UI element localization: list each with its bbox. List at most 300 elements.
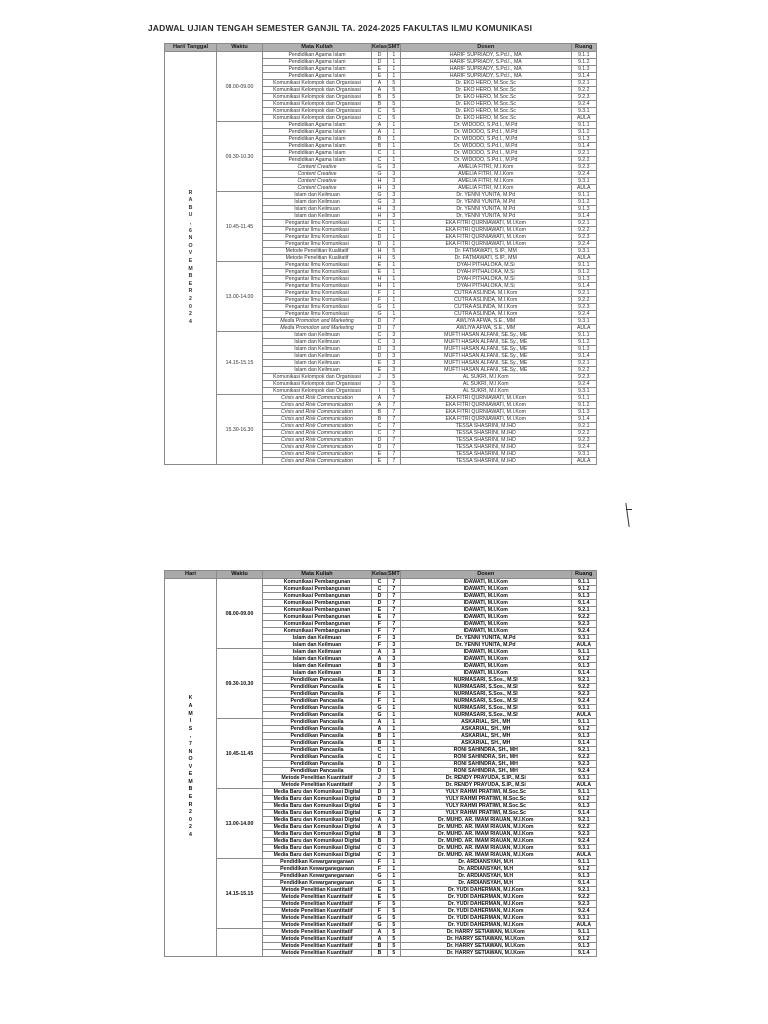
lecturer-cell: Dr. MUHD. AR. IMAM RIAUAN, M.I.Kom [400,824,571,831]
lecturer-cell: IDAWATI, M.I.Kom [400,579,571,586]
room-cell: 9.3.1 [571,108,596,115]
smt-cell: 3 [387,199,400,206]
kelas-cell: F [372,691,388,698]
room-cell: 9.1.3 [571,663,596,670]
smt-cell: 1 [387,227,400,234]
kelas-cell: D [372,761,388,768]
lecturer-cell: NURMASARI, S.Sos., M.SI [400,684,571,691]
course-cell: Pengantar Ilmu Komunikasi [263,241,372,248]
lecturer-cell: Dr. YENNI YUNITA, M.Pd [400,213,571,220]
kelas-cell: C [372,845,388,852]
course-cell: Islam dan Keilmuan [263,339,372,346]
course-cell: Komunikasi Kelompok dan Organisasi [263,388,372,395]
course-cell: Pengantar Ilmu Komunikasi [263,304,372,311]
lecturer-cell: AL SUKRI, M.I.Kom [400,374,571,381]
room-cell: 9.1.4 [571,810,596,817]
lecturer-cell: NURMASARI, S.Sos., M.SI [400,705,571,712]
kelas-cell: G [372,171,388,178]
room-cell: 9.2.3 [571,901,596,908]
lecturer-cell: Dr. MUHD. AR. IMAM RIAUAN, M.I.Kom [400,831,571,838]
table-row [165,52,597,59]
smt-cell: 1 [387,220,400,227]
lecturer-cell: TESSA SHASRINI, M.IHD [400,430,571,437]
smt-cell: 7 [387,395,400,402]
lecturer-cell: Dr. ARDIANSYAH, M.H [400,880,571,887]
kelas-cell: E [372,66,388,73]
course-cell: Islam dan Keilmuan [263,199,372,206]
lecturer-cell: MUFTI HASAN ALFANI, SE.Sy., ME [400,332,571,339]
room-cell: 9.2.3 [571,304,596,311]
room-cell: 9.1.3 [571,346,596,353]
kelas-cell: I [372,388,388,395]
kelas-cell: A [372,817,388,824]
table-row [165,579,597,586]
header-lecturer: Dosen [400,44,571,52]
course-cell: Islam dan Keilmuan [263,206,372,213]
smt-cell: 3 [387,178,400,185]
kelas-cell: F [372,866,388,873]
room-cell: 9.1.1 [571,332,596,339]
room-cell: 9.1.2 [571,936,596,943]
smt-cell: 1 [387,880,400,887]
table-row [165,929,597,936]
smt-cell: 7 [387,593,400,600]
course-cell: Metode Penelitian Kuantitatif [263,782,372,789]
room-cell: 9.1.3 [571,943,596,950]
course-cell: Pendidikan Kewarganegaraan [263,873,372,880]
lecturer-cell: AMELIA FITRI, M.I.Kom [400,185,571,192]
lecturer-cell: Dr. YUDI DAHERMAN, M.I.Kom [400,894,571,901]
course-cell: Komunikasi Kelompok dan Organisasi [263,108,372,115]
smt-cell: 1 [387,684,400,691]
lecturer-cell: TESSA SHASRINI, M.IHD [400,458,571,465]
kelas-cell: B [372,950,388,957]
lecturer-cell: NURMASARI, S.Sos., M.SI [400,698,571,705]
lecturer-cell: Dr. MUHD. AR. IMAM RIAUAN, M.I.Kom [400,845,571,852]
smt-cell: 1 [387,859,400,866]
course-cell: Pendidikan Agama Islam [263,73,372,80]
room-cell: 9.1.1 [571,192,596,199]
room-cell: 9.3.1 [571,705,596,712]
kelas-cell: G [372,705,388,712]
kelas-cell: E [372,894,388,901]
smt-cell: 1 [387,269,400,276]
kelas-cell: G [372,304,388,311]
room-cell: 9.3.1 [571,845,596,852]
smt-cell: 5 [387,936,400,943]
course-cell: Metode Penelitian Kualitatif [263,255,372,262]
course-cell: Crisis and Risk Communication [263,430,372,437]
course-cell: Islam dan Keilmuan [263,360,372,367]
room-cell: 9.1.1 [571,789,596,796]
smt-cell: 5 [387,782,400,789]
kelas-cell: C [372,430,388,437]
lecturer-cell: DYAH PITHALOKA, M.Si [400,283,571,290]
kelas-cell: E [372,810,388,817]
smt-cell: 3 [387,789,400,796]
lecturer-cell: Dr. EKO HERO, M.Soc.Sc [400,108,571,115]
kelas-cell: J [372,381,388,388]
room-cell: 9.1.3 [571,66,596,73]
lecturer-cell: Dr. HARRY SETIAWAN, M.I.Kom [400,950,571,957]
kelas-cell: H [372,283,388,290]
lecturer-cell: TESSA SHASRINI, M.IHD [400,423,571,430]
course-cell: Crisis and Risk Communication [263,423,372,430]
table-header-row [165,571,597,579]
course-cell: Komunikasi Pembangunan [263,593,372,600]
room-cell: 9.3.1 [571,635,596,642]
room-cell: 9.2.1 [571,887,596,894]
kelas-cell: C [372,150,388,157]
room-cell: 9.2.2 [571,87,596,94]
kelas-cell: B [372,943,388,950]
kelas-cell: C [372,157,388,164]
kelas-cell: B [372,143,388,150]
kelas-cell: H [372,178,388,185]
room-cell: AULA [571,642,596,649]
course-cell: Islam dan Keilmuan [263,663,372,670]
course-cell: Komunikasi Pembangunan [263,607,372,614]
smt-cell: 7 [387,614,400,621]
kelas-cell: D [372,325,388,332]
time-slot-cell: 13.00-14.00 [217,789,263,859]
lecturer-cell: Dr. EKO HERO, M.Soc.Sc [400,80,571,87]
smt-cell: 1 [387,122,400,129]
kelas-cell: H [372,255,388,262]
lecturer-cell: YULY RAHMI PRATIWI, M.Soc.Sc [400,789,571,796]
smt-cell: 3 [387,171,400,178]
smt-cell: 7 [387,402,400,409]
table-row [165,789,597,796]
kelas-cell: A [372,87,388,94]
kelas-cell: F [372,642,388,649]
room-cell: 9.2.4 [571,908,596,915]
course-cell: Komunikasi Pembangunan [263,586,372,593]
smt-cell: 3 [387,642,400,649]
kelas-cell: D [372,789,388,796]
kelas-cell: D [372,768,388,775]
kelas-cell: A [372,649,388,656]
room-cell: 9.3.1 [571,178,596,185]
lecturer-cell: DYAH PITHALOKA, M.Si [400,269,571,276]
smt-cell: 1 [387,129,400,136]
course-cell: Pendidikan Pancasila [263,761,372,768]
table-row [165,332,597,339]
room-cell: 9.2.3 [571,437,596,444]
room-cell: AULA [571,185,596,192]
smt-cell: 5 [387,255,400,262]
course-cell: Pendidikan Pancasila [263,684,372,691]
kelas-cell: C [372,754,388,761]
lecturer-cell: EKA FITRI QURNIAWATI, M.I.Kom [400,395,571,402]
course-cell: Islam dan Keilmuan [263,192,372,199]
course-cell: Pendidikan Pancasila [263,726,372,733]
course-cell: Komunikasi Kelompok dan Organisasi [263,381,372,388]
room-cell: 9.2.4 [571,768,596,775]
room-cell: 9.1.4 [571,353,596,360]
lecturer-cell: MUFTI HASAN ALFANI, SE.Sy., ME [400,346,571,353]
smt-cell: 7 [387,416,400,423]
smt-cell: 3 [387,670,400,677]
lecturer-cell: IDAWATI, M.I.Kom [400,649,571,656]
course-cell: Metode Penelitian Kuantitatif [263,908,372,915]
course-cell: Content Creative [263,185,372,192]
kelas-cell: E [372,458,388,465]
kelas-cell: J [372,782,388,789]
lecturer-cell: Dr. MUHD. AR. IMAM RIAUAN, M.I.Kom [400,817,571,824]
room-cell: 9.2.4 [571,838,596,845]
room-cell: 9.2.1 [571,150,596,157]
lecturer-cell: AL SUKRI, M.I.Kom [400,388,571,395]
smt-cell: 1 [387,754,400,761]
course-cell: Pengantar Ilmu Komunikasi [263,262,372,269]
course-cell: Pengantar Ilmu Komunikasi [263,234,372,241]
course-cell: Komunikasi Pembangunan [263,621,372,628]
kelas-cell: D [372,346,388,353]
lecturer-cell: IDAWATI, M.I.Kom [400,663,571,670]
smt-cell: 3 [387,185,400,192]
kelas-cell: A [372,122,388,129]
day-date-cell [165,52,217,465]
smt-cell: 1 [387,283,400,290]
lecturer-cell: Dr. EKO HERO, M.Soc.Sc [400,115,571,122]
lecturer-cell: Dr. YENNI YUNITA, M.Pd [400,199,571,206]
room-cell: 9.1.4 [571,670,596,677]
document-title: JADWAL UJIAN TENGAH SEMESTER GANJIL TA. 2024-2025 FAKULTAS ILMU KOMUNIKASI [147,23,533,33]
smt-cell: 7 [387,458,400,465]
lecturer-cell: Dr. EKO HERO, M.Soc.Sc [400,94,571,101]
kelas-cell: A [372,395,388,402]
room-cell: 9.1.2 [571,796,596,803]
lecturer-cell: YULY RAHMI PRATIWI, M.Soc.Sc [400,796,571,803]
smt-cell: 1 [387,726,400,733]
kelas-cell: F [372,628,388,635]
kelas-cell: J [372,775,388,782]
table-row [165,859,597,866]
smt-cell: 5 [387,94,400,101]
header-course: Mata Kuliah [263,571,372,579]
kelas-cell: C [372,339,388,346]
kelas-cell: A [372,402,388,409]
smt-cell: 1 [387,705,400,712]
kelas-cell: D [372,234,388,241]
room-cell: 9.1.2 [571,402,596,409]
header-smt: SMT [387,571,400,577]
lecturer-cell: Dr. YENNI YUNITA, M.Pd [400,635,571,642]
lecturer-cell: EKA FITRI QURNIAWATI, M.I.Kom [400,409,571,416]
room-cell: 9.2.2 [571,367,596,374]
room-cell: 9.2.3 [571,831,596,838]
course-cell: Pendidikan Pancasila [263,677,372,684]
course-cell: Pendidikan Agama Islam [263,59,372,66]
course-cell: Pendidikan Kewarganegaraan [263,866,372,873]
lecturer-cell: EKA FITRI QURNIAWATI, M.I.Kom [400,402,571,409]
course-cell: Komunikasi Pembangunan [263,579,372,586]
table-row [165,122,597,129]
kelas-cell: C [372,332,388,339]
room-cell: 9.1.1 [571,929,596,936]
smt-cell: 7 [387,607,400,614]
lecturer-cell: TESSA SHASRINI, M.IHD [400,444,571,451]
smt-cell: 1 [387,136,400,143]
kelas-cell: E [372,73,388,80]
course-cell: Metode Penelitian Kuantitatif [263,887,372,894]
lecturer-cell: RONI SAHINDRA, SH., MH [400,768,571,775]
kelas-cell: C [372,852,388,859]
time-slot-cell: 10.45-11.45 [217,719,263,789]
room-cell: 9.2.1 [571,423,596,430]
course-cell: Islam dan Keilmuan [263,213,372,220]
smt-cell: 5 [387,80,400,87]
room-cell: AULA [571,255,596,262]
course-cell: Islam dan Keilmuan [263,367,372,374]
header-course: Mata Kuliah [263,44,372,52]
kelas-cell: G [372,915,388,922]
kelas-cell: D [372,318,388,325]
kelas-cell: F [372,621,388,628]
lecturer-cell: HARIF SUPRIADY, S.Pd.I., MA [400,59,571,66]
exam-schedule-table-rabu [164,43,597,465]
room-cell: 9.1.2 [571,199,596,206]
kelas-cell: G [372,199,388,206]
smt-cell: 5 [387,943,400,950]
time-slot-cell: 08.00-09.00 [217,52,263,122]
course-cell: Pendidikan Agama Islam [263,129,372,136]
course-cell: Media Baru dan Komunikasi Digital [263,810,372,817]
kelas-cell: A [372,936,388,943]
room-cell: 9.1.4 [571,880,596,887]
smt-cell: 3 [387,852,400,859]
lecturer-cell: YULY RAHMI PRATIWI, M.Soc.Sc [400,810,571,817]
day-date-cell [165,579,217,957]
smt-cell: 1 [387,276,400,283]
smt-cell: 3 [387,213,400,220]
lecturer-cell: Dr. YUDI DAHERMAN, M.I.Kom [400,922,571,929]
day-date-label: K A M I S , 7 N O V E M B E R 2 0 2 4 [188,695,193,839]
lecturer-cell: IDAWATI, M.I.Kom [400,607,571,614]
lecturer-cell: IDAWATI, M.I.Kom [400,628,571,635]
table-header-row [165,44,597,52]
kelas-cell: G [372,880,388,887]
smt-cell: 1 [387,768,400,775]
smt-cell: 3 [387,192,400,199]
kelas-cell: A [372,726,388,733]
room-cell: 9.2.1 [571,677,596,684]
course-cell: Islam dan Keilmuan [263,332,372,339]
smt-cell: 1 [387,712,400,719]
lecturer-cell: Dr. MUHD. AR. IMAM RIAUAN, M.I.Kom [400,852,571,859]
smt-cell: 3 [387,803,400,810]
smt-cell: 3 [387,360,400,367]
course-cell: Media Promotion and Marketing [263,318,372,325]
smt-cell: 1 [387,234,400,241]
room-cell: 9.1.3 [571,733,596,740]
lecturer-cell: EKA FITRI QURNIAWATI, M.I.Kom [400,241,571,248]
table-row [165,192,597,199]
kelas-cell: F [372,698,388,705]
room-cell: 9.1.4 [571,143,596,150]
lecturer-cell: MUFTI HASAN ALFANI, SE.Sy., ME [400,360,571,367]
course-cell: Metode Penelitian Kuantitatif [263,922,372,929]
pen-mark [626,509,632,510]
kelas-cell: J [372,374,388,381]
lecturer-cell: Dr. WIDODO, S.Pd.I., M.Pd [400,136,571,143]
room-cell: 9.2.2 [571,894,596,901]
lecturer-cell: IDAWATI, M.I.Kom [400,621,571,628]
kelas-cell: E [372,269,388,276]
smt-cell: 1 [387,761,400,768]
kelas-cell: E [372,614,388,621]
room-cell: 9.2.4 [571,628,596,635]
course-cell: Pendidikan Pancasila [263,705,372,712]
lecturer-cell: AMELIA FITRI, M.I.Kom [400,164,571,171]
exam-schedule-table-kamis [164,570,597,957]
course-cell: Komunikasi Kelompok dan Organisasi [263,101,372,108]
course-cell: Pengantar Ilmu Komunikasi [263,227,372,234]
course-cell: Metode Penelitian Kuantitatif [263,915,372,922]
kelas-cell: F [372,635,388,642]
lecturer-cell: IDAWATI, M.I.Kom [400,670,571,677]
day-date-label: R A B U , 6 N O V E M B E R 2 0 2 4 [188,189,193,325]
smt-cell: 5 [387,775,400,782]
course-cell: Media Baru dan Komunikasi Digital [263,824,372,831]
smt-cell: 3 [387,838,400,845]
kelas-cell: A [372,656,388,663]
smt-cell: 1 [387,304,400,311]
smt-cell: 3 [387,845,400,852]
room-cell: 9.1.3 [571,409,596,416]
course-cell: Islam dan Keilmuan [263,649,372,656]
room-cell: 9.2.4 [571,101,596,108]
kelas-cell: D [372,796,388,803]
room-cell: 9.2.1 [571,747,596,754]
kelas-cell: A [372,929,388,936]
lecturer-cell: YULY RAHMI PRATIWI, M.Soc.Sc [400,803,571,810]
room-cell: 9.1.2 [571,586,596,593]
room-cell: 9.1.4 [571,600,596,607]
room-cell: AULA [571,782,596,789]
room-cell: AULA [571,458,596,465]
smt-cell: 3 [387,353,400,360]
course-cell: Komunikasi Kelompok dan Organisasi [263,87,372,94]
lecturer-cell: Dr. RENDY PRAYUDA, S.IP., M.Si [400,775,571,782]
kelas-cell: C [372,423,388,430]
course-cell: Content Creative [263,178,372,185]
course-cell: Crisis and Risk Communication [263,451,372,458]
smt-cell: 5 [387,894,400,901]
header-time: Waktu [217,571,263,579]
kelas-cell: D [372,353,388,360]
smt-cell: 5 [387,922,400,929]
course-cell: Metode Penelitian Kuantitatif [263,929,372,936]
lecturer-cell: ASKARIAL, SH., MH [400,740,571,747]
smt-cell: 1 [387,59,400,66]
lecturer-cell: DYAH PITHALOKA, M.Si [400,262,571,269]
room-cell: 9.2.3 [571,621,596,628]
room-cell: 9.2.4 [571,381,596,388]
room-cell: 9.2.3 [571,94,596,101]
lecturer-cell: NURMASARI, S.Sos., M.SI [400,677,571,684]
smt-cell: 5 [387,101,400,108]
room-cell: 9.2.2 [571,430,596,437]
room-cell: 9.3.1 [571,915,596,922]
room-cell: 9.1.1 [571,719,596,726]
lecturer-cell: Dr. HARRY SETIAWAN, M.I.Kom [400,943,571,950]
lecturer-cell: Dr. YUDI DAHERMAN, M.I.Kom [400,915,571,922]
kelas-cell: E [372,887,388,894]
lecturer-cell: Dr. YENNI YUNITA, M.Pd [400,192,571,199]
kelas-cell: B [372,409,388,416]
